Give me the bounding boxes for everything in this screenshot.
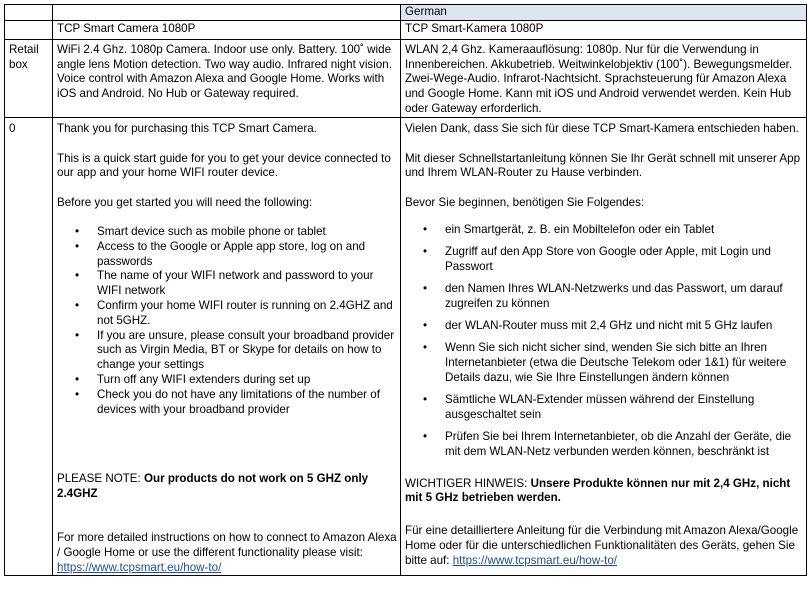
list-item: • Prüfen Sie bei Ihrem Internetanbieter, ob die Anzahl der Geräte, die mit dem WLAN-Netz verbunden werden können, beschränkt ist: [405, 430, 803, 460]
list-item: • ein Smartgerät, z. B. ein Mobiltelefon oder ein Tablet: [405, 223, 803, 238]
more-info-text: [405, 524, 803, 568]
list-item: • The name of your WIFI network and password to your WIFI network: [57, 269, 397, 299]
note-text: [57, 472, 397, 502]
list-item: • Check you do not have any limitations of the number of devices with your broadband provider: [57, 388, 397, 418]
note-label: WICHTIGER HINWEIS:: [405, 476, 531, 490]
thanks-text: Thank you for purchasing this TCP Smart Camera.: [57, 121, 317, 135]
retail-text-en: WiFi 2.4 Ghz. 1080p Camera. Indoor use only. Battery. 100˚ wide angle lens Motion detection. Two way audio. Infrared night vision. Voice control with Amazon Alexa and Google Home. Works with iOS and Android. No Hub or Gateway required.: [53, 39, 401, 117]
list-item: • Wenn Sie sich nicht sicher sind, wenden Sie sich bitte an Ihren Internetanbieter (etwa die Deutsche Telekom oder 1&1) für weitere Details dazu, wie Sie Ihre Einstellungen ändern können: [405, 341, 803, 385]
thanks-text: Vielen Dank, dass Sie sich für diese TCP Smart-Kamera entschieden haben.: [405, 121, 799, 135]
more-info-label: Für eine detailliertere Anleitung für die Verbindung mit Amazon Alexa/Google Home oder für die unterschiedlichen Funktionalitäten des Geräts, gehen Sie bitte auf:: [405, 524, 799, 567]
before-text: Before you get started you will need the following:: [57, 196, 313, 210]
note-label: PLEASE NOTE:: [57, 472, 144, 486]
requirements-list: [405, 223, 803, 460]
header-empty-cell: [5, 5, 53, 21]
list-item: • den Namen Ihres WLAN-Netzwerks und das Passwort, um darauf zugreifen zu können: [405, 282, 803, 312]
quick-start-row: [5, 117, 807, 576]
note-bold: Our products do not work on 5 GHZ only 2.4GHZ: [57, 472, 369, 501]
guide-text: Mit dieser Schnellstartanleitung können Sie Ihr Gerät schnell mit unserer App und Ihrem WLAN-Router zu Hause verbinden.: [405, 151, 801, 180]
note-bold: Unsere Produkte können nur mit 2,4 GHz, nicht mit 5 GHz betrieben werden.: [405, 476, 791, 505]
list-item: • If you are unsure, please consult your broadband provider such as Virgin Media, BT or Skype for details on how to change your settings: [57, 329, 397, 373]
retail-box-row: [5, 39, 807, 117]
title-de: TCP Smart-Kamera 1080P: [401, 20, 807, 39]
row-label-cell: [5, 20, 53, 39]
language-header-row: [5, 5, 807, 21]
requirements-list: [57, 225, 397, 417]
guide-text: This is a quick start guide for you to get your device connected to our app and your home WIFI router device.: [57, 151, 391, 180]
translation-table: [4, 4, 807, 576]
list-item: • der WLAN-Router muss mit 2,4 GHz und nicht mit 5 GHz laufen: [405, 319, 803, 334]
row-label-0: 0: [5, 117, 53, 576]
quick-start-de: [401, 117, 807, 576]
note-text: [405, 477, 803, 507]
title-en: TCP Smart Camera 1080P: [53, 20, 401, 39]
before-text: Bevor Sie beginnen, benötigen Sie Folgendes:: [405, 196, 645, 210]
list-item: • Zugriff auf den App Store von Google oder Apple, mit Login und Passwort: [405, 245, 803, 275]
header-empty-cell: [53, 5, 401, 21]
quick-start-en: [53, 117, 401, 576]
retail-text-de: WLAN 2,4 Ghz. Kameraauflösung: 1080p. Nur für die Verwendung in Innenbereichen. Akkubetrieb. Weitwinkelobjektiv (100˚). Bewegungsmelder. Zwei-Wege-Audio. Infrarot-Nachtsicht. Sprachsteuerung für Amazon Alexa und Google Home. Kann mit iOS und Android verwendet werden. Kein Hub oder Gateway erforderlich.: [401, 39, 807, 117]
more-info-label: For more detailed instructions on how to connect to Amazon Alexa / Google Home or use the different functionality please visit:: [57, 530, 397, 559]
list-item: • Turn off any WIFI extenders during set up: [57, 373, 397, 388]
product-title-row: [5, 20, 807, 39]
language-header: German: [401, 5, 807, 21]
how-to-link[interactable]: https://www.tcpsmart.eu/how-to/: [57, 560, 222, 574]
list-item: • Sämtliche WLAN-Extender müssen während der Einstellung ausgeschaltet sein: [405, 393, 803, 423]
row-label-retail: Retail box: [5, 39, 53, 117]
list-item: • Smart device such as mobile phone or tablet: [57, 225, 397, 240]
how-to-link[interactable]: https://www.tcpsmart.eu/how-to/: [452, 553, 618, 567]
more-info-text: [57, 531, 397, 575]
list-item: • Confirm your home WIFI router is running on 2.4GHZ and not 5GHZ.: [57, 299, 397, 329]
list-item: • Access to the Google or Apple app store, log on and passwords: [57, 240, 397, 270]
